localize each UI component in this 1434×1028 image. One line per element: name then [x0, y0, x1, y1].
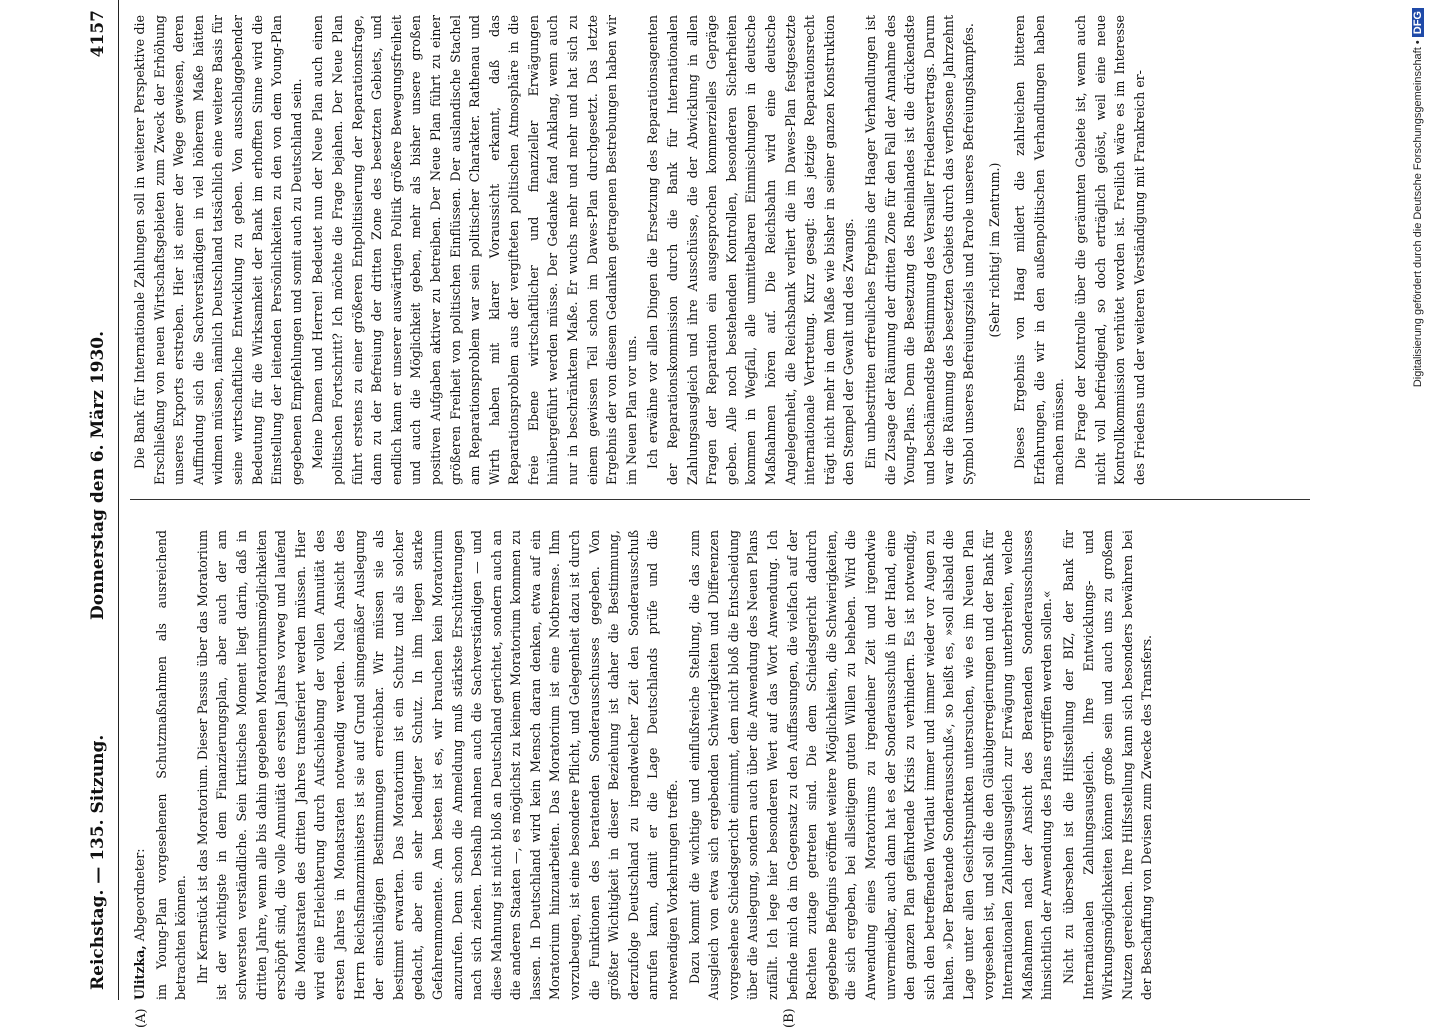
paragraph: Ich erwähne vor allen Dingen die Ersetzung des Reparationsagenten der Reparationskommission durch die Bank für Internationalen Zahlungsausgleich und ihre Ausschüsse, die der Abwicklung in allen Fragen der Reparation ein ausgesprochen kommerzielles Gepräge geben. Alle noch bestehenden Kontrollen, besonderen Sicherheiten kommen in Wegfall, alle unmittelbaren Einmischungen in deutsche Maßnahmen hören auf. Die Reichsbahn wird eine deutsche Angelegenheit, die Reichsbank verliert die im Dawes-Plan festgesetzte internationale Vertretung. Kurz gesagt: das jetzige Reparationsrecht trägt nicht mehr in dem Maße wie bisher in seiner ganzen Konstruktion den Stempel der Gewalt und des Zwangs. [645, 15, 857, 485]
header-date: Donnerstag den 6. März 1930. [88, 330, 108, 620]
text-column-right [130, 15, 1151, 485]
header-rule [118, 0, 119, 1000]
column-separator [130, 499, 1310, 500]
page-header [82, 0, 116, 1000]
rotated-page-content [82, 0, 1382, 1028]
paragraph: Die Frage der Kontrolle über die geräumten Gebiete ist, wenn auch nicht voll befriedigend, so doch erträglich gelöst, weil eine neue Kontrollkommission verhütet worden ist. Freilich wäre es im Interesse des Friedens und der weiteren Verständigung mit Frankreich er- [1072, 15, 1147, 485]
paragraph: Meine Damen und Herren! Bedeutet nun der Neue Plan auch einen politischen Fortschritt? Ich möchte die Frage bejahen. Der Neue Plan führt erstens zu einer größeren Entpolitisierung der Reparationsfrage, dann zu der Befreiung der dritten Zone des besetzten Gebiets, und endlich kann er unserer auswärtigen Politik größere Bewegungsfreiheit und auch die Möglichkeit geben, mehr als bisher unsere großen positiven Aufgaben aktiver zu betreiben. Der Neue Plan führt zu einer größeren Freiheit von politischen Einflüssen. Der auslandische Stachel am Reparationsproblem war sein politischer Charakter. Rathenau und Wirth haben mit klarer Voraussicht erkannt, daß das Reparationsproblem aus der vergifteten politischen Atmosphäre in die freie Ebene wirtschaftlicher und finanzieller Erwägungen hinübergeführt werden müsse. Der Gedanke fand Anklang, wenn auch nur in beschränktem Maße. Er wuchs mehr und mehr und hat sich zu einem gewissen Teil schon im Dawes-Plan durchgesetzt. Das letzte Ergebnis der von diesem Gedanken getragenen Bestrebungen haben wir im Neuen Plan vor uns. [310, 15, 639, 485]
paragraph: Ihr Kernstück ist das Moratorium. Dieser Passus über das Moratorium ist der wichtigste in dem Finanzierungsplan, aber auch der am schwersten verständliche. Sein kritisches Moment liegt darin, daß in dritten Jahre, wenn alle bis dahin gegebenen Moratoriumsmöglichkeiten erschöpft sind, die volle Annuität des ersten Jahres vorweg und laufend die Monatsraten des dritten Jahres transferiert werden müssen. Hier wird eine Erleichterung durch Aufschiebung der vollen Annuität des ersten Jahres in Monatsraten notwendig werden. Nach Ansicht des Herrn Reichsfinanzministers ist sie auf Grund sinngemäßer Auslegung der einschlägigen Bestimmungen erreichbar. Wir müssen sie als bestimmt erwarten. Das Moratorium ist ein Schutz und als solcher gedacht, aber ein sehr bedingter Schutz. In ihm liegen starke Gefahrenmomente. Am besten ist es, wir brauchen kein Moratorium anzurufen. Denn schon die Anmeldung muß stärkste Erschütterungen nach sich ziehen. Deshalb mahnen auch die Sachverständigen — und diese Mahnung ist nicht bloß an Deutschland gerichtet, sondern auch an die anderen Staaten —, es möglichst zu keinem Moratorium kommen zu lassen. In Deutschland wird kein Mensch daran denken, etwa auf ein Moratorium hinzuarbeiten. Das Moratorium ist eine Notbremse. Ihm vorzubeugen, ist eine besondere Pflicht, und Gelegenheit dazu ist durch die Funktionen des beratenden Sonderausschusses gegeben. Von größter Wichtigkeit in dieser Beziehung ist daher die Bestimmung, derzufolge Deutschland zu irgendwelcher Zeit den Sonderausschuß anrufen kann, damit er die Lage Deutschlands prüfe und die notwendigen Vorkehrungen treffe. [194, 530, 681, 1000]
paragraph: Nicht zu übersehen ist die Hilfsstellung der BIZ, der Bank für Internationalen Zahlungsausgleich. Ihre Entwicklungs- und Wirkungsmöglichkeiten können große sein und auch uns zu großem Nutzen gereichen. Ihre Hilfsstellung kann sich besonders bewähren bei der Beschaffung von Devisen zum Zwecke des Transfers. [1060, 530, 1155, 1000]
digitization-sidebar [1412, 8, 1432, 998]
speaker-line [130, 530, 150, 1000]
header-left: Reichstag. — 135. Sitzung. [88, 734, 108, 990]
interjection: (Sehr richtig! im Zentrum.) [986, 162, 1002, 338]
dfg-logo: DFG [1412, 8, 1424, 37]
digitization-credit [1412, 8, 1432, 988]
paragraph: Dazu kommt die wichtige und einflußreiche Stellung, die das zum Ausgleich von etwa sich ergebenden Schwierigkeiten und Differenzen vorgesehene Schiedsgericht einnimmt, dem nicht bloß die Entscheidung über die Auslegung, sondern auch über die Anwendung des Neuen Plans zufällt. Ich lege hier besonderen Wert auf das Wort Anwendung. Ich befinde mich da im Gegensatz zu den Auffassungen, die vielfach auf der Rechten zutage getreten sind. Die dem Schiedsgericht dadurch gegebene Befugnis eröffnet weitere Möglichkeiten, die Schwierigkeiten, die sich ergeben, bei allseitigem guten Willen zu beheben. Wird die Anwendung eines Moratoriums zu irgendeiner Zeit und irgendwie unvermeidbar, auch dann hat es der Sonderausschuß in der Hand, eine den ganzen Plan gefährdende Krisis zu verhindern. Es ist notwendig, sich den betreffenden Wortlaut immer und immer wieder vor Augen zu halten. »Der Beratende Sonderausschuß«, so heißt es, »soll alsbald die Lage unter allen Gesichtspunkten untersuchen, wie es im Neuen Plan vorgesehen ist, und soll die den Gläubigerregierungen und der Bank für Internationalen Zahlungsausgleich zur Erwägung unterbreiten, welche Maßnahmen nach der Ansicht des Beratenden Sonderausschusses hinsichtlich der Anwendung des Plans ergriffen werden sollen.« [686, 530, 1055, 1000]
margin-mark-a: (A) [134, 1008, 149, 1028]
text-column-left [130, 530, 1159, 1000]
paragraph: Die Bank für Internationale Zahlungen soll in weiterer Perspektive die Erschließung von neuen Wirtschaftsgebieten zum Zweck der Erhöhung unseres Exports erstreben. Hier ist einer der Wege gewiesen, deren Auffindung sich die Sachverständigen in viel höherem Maße hätten widmen müssen, nämlich Deutschland tatsächlich eine weitere Basis für seine wirtschaftliche Entwicklung zu geben. Von ausschlaggebender Bedeutung für die Wirksamkeit der Bank im erhofften Sinne wird die Einstellung der leitenden Persönlichkeiten zu den von dem Young-Plan gegebenen Empfehlungen und somit auch zu Deutschland sein. [132, 15, 304, 485]
paragraph: im Young-Plan vorgesehenen Schutzmaßnahmen als ausreichend betrachten können. [153, 530, 189, 1000]
speaker-name: Ulitzka, [132, 945, 147, 1000]
credit-text: Digitalisierung gefördert durch die Deutsche Forschungsgemeinschaft • [1412, 40, 1424, 388]
margin-mark-b: (B) [782, 1008, 797, 1028]
paragraph: Dieses Ergebnis von Haag mildert die zahlreichen bitteren Erfahrungen, die wir in den außenpolitischen Verhandlungen haben machen müssen. [1012, 15, 1067, 485]
page-number: 4157 [88, 10, 108, 58]
paragraph: Ein unbestritten erfreuliches Ergebnis der Haager Verhandlungen ist die Zusage der Räumung der dritten Zone für den Fall der Annahme des Young-Plans. Denn die Besetzung des Rheinlandes ist die drückendste und beschämendste Bestimmung des Versailler Friedensvertrags. Darum war die Räumung des besetzten Gebiets durch das verflossene Jahrzehnt Symbol unseres Befreiungsziels und Parole unseres Befreiungskampfes. [862, 15, 976, 485]
speaker-role: Abgeordneter: [132, 848, 147, 942]
